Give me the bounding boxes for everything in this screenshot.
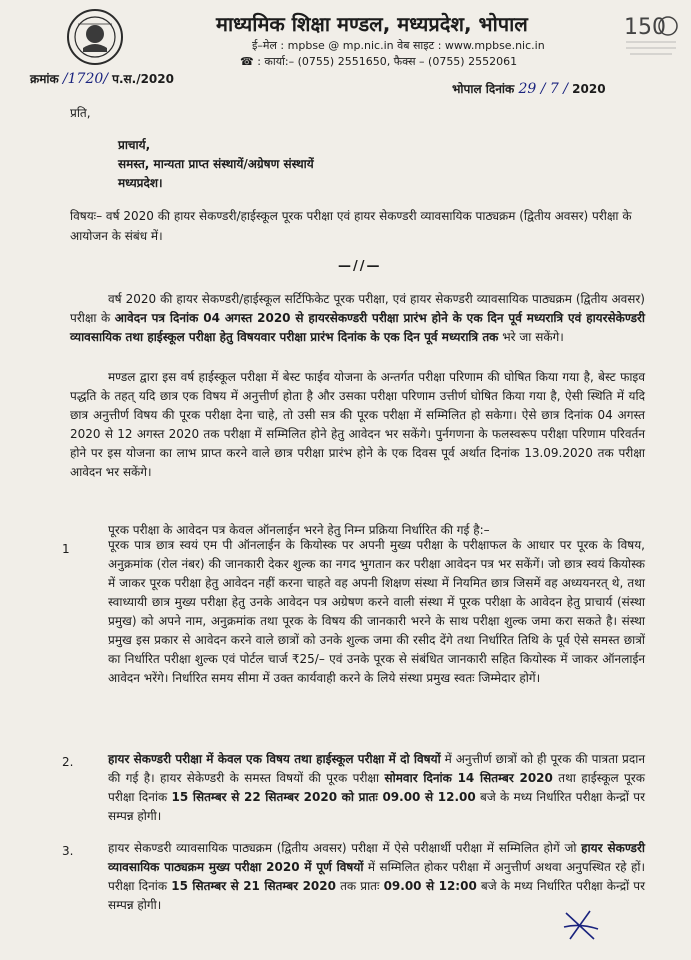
item2-text: तथा हाईस्कूल पूरक परीक्षा दिनांक xyxy=(108,771,645,804)
subject-line: विषयः– वर्ष 2020 की हायर सेकण्डरी/हाईस्कूल पूरक परीक्षा एवं हायर सेकण्डरी व्यावसायिक पाठ्यक्रम (द्वितीय अवसर) परीक्षा के आयोजन के संबंध में। xyxy=(70,209,632,243)
item3-text: में सम्मिलित होकर परीक्षा में अनुत्तीर्ण अथवा अनुपस्थित रहे हों। परीक्षा दिनांक xyxy=(108,860,645,893)
item3-bold: हायर सेकण्डरी व्यावसायिक पाठ्यक्रम मुख्य परीक्षा 2020 में पूर्ण विषयों xyxy=(108,841,645,874)
board-seal-logo xyxy=(66,8,124,66)
date-year: 2020 xyxy=(572,82,606,96)
salutation: प्रति, xyxy=(70,106,91,120)
anniversary-number: 150 xyxy=(624,15,666,40)
contact-phone-fax: ☎ : कार्या:– (0755) 2551650, फैक्स – (0755) 2552061 xyxy=(240,55,518,68)
board-title: माध्यमिक शिक्षा मण्डल, मध्यप्रदेश, भोपाल xyxy=(216,12,528,36)
addressee-line: मध्यप्रदेश। xyxy=(118,176,163,190)
ref-prefix: क्रमांक xyxy=(30,72,59,86)
addressee-line: समस्त, मान्यता प्राप्त संस्थायें/अग्रेषण संस्थायें xyxy=(118,157,314,171)
item2-bold: सोमवार दिनांक 14 सितम्बर 2020 xyxy=(384,771,553,785)
item-number: 1 xyxy=(62,542,70,556)
item3-text: बजे के मध्य निर्धारित परीक्षा केन्द्रों पर सम्पन्न होगी। xyxy=(108,879,646,912)
paragraph-3: पूरक परीक्षा के आवेदन पत्र केवल ऑनलाईन भरने हेतु निम्न प्रक्रिया निर्धारित की गई है:– xyxy=(108,523,490,537)
reference-number xyxy=(30,70,174,87)
list-item-1: पूरक पात्र छात्र स्वयं एम पी ऑनलाईन के कियोस्क पर अपनी मुख्य परीक्षा के परीक्षाफल के आधार पर पूरक के विषय, अनुक्रमांक (रोल नंबर) की जानकारी देकर शुल्क का नगद भुगतान कर परीक्षा आवेदन पत्र भर सकेंगें। जो छात्र स्वयं कियोस्क में जाकर पूरक परीक्षा हेतु आवेदन नहीं करना चाहते वह अपनी शिक्षण संस्था में नियमित छात्र जिसमें वह अध्ययनरत् थे, तथा स्वाध्यायी छात्र मुख्य परीक्षा हेतु उनके आवेदन पत्र अग्रेषण करने वाली संस्था में पूरक परीक्षा के आवेदन हेतु प्राचार्य (संस्था प्रमुख) को अपने नाम, अनुक्रमांक तथा पूरक के विषय की जानकारी भरने के साथ परीक्षा शुल्क जमा करा सकते है। संस्था प्रमुख इस प्रकार से आवेदन करने वाले छात्रों को उनके शुल्क जमा की रसीद देंगे तथा निर्धारित तिथि के पूर्व ऐसे समस्त छात्रों का निर्धारित परीक्षा शुल्क एवं पोर्टल चार्ज ₹25/– एवं उनके पूरक से संबंधित जानकारी सहित कियोस्क में जाकर ऑनलाईन आवेदन भरेंगे। निर्धारित समय सीमा में उक्त कार्यवाही करने के लिये संस्था प्रमुख स्वतः जिम्मेदार होगें। xyxy=(108,538,645,685)
item2-bold: हायर सेकण्डरी परीक्षा में केवल एक विषय तथा हाईस्कूल परीक्षा में दो विषयों xyxy=(108,752,441,766)
paragraph-1 xyxy=(70,290,645,347)
item3-bold: 09.00 से 12:00 xyxy=(383,879,477,893)
item3-bold: 15 सितम्बर से 21 सितम्बर 2020 xyxy=(171,879,336,893)
para1-end: भरे जा सकेंगे। xyxy=(498,330,564,344)
paragraph-2: मण्डल द्वारा इस वर्ष हाईस्कूल परीक्षा में बेस्ट फाईव योजना के अन्तर्गत परीक्षा परिणाम की घोषित किया गया है, बेस्ट फाइव पद्धति के तहत् यदि छात्र एक विषय में अनुत्तीर्ण होता है और उसका परीक्षा परिणाम उत्तीर्ण घोषित किया गया है, ऐसी स्थिति में यदि छात्र अनुत्तीर्ण विषय की पूरक परीक्षा देना चाहे, तो उसी सत्र की पूरक परीक्षा में सम्मिलित हो सकेगा। ऐसे छात्र दिनांक 04 अगस्त 2020 से 12 अगस्त 2020 तक परीक्षा में सम्मिलित होने हेतु आवेदन भर सकेंगे। पुर्नगणना के फलस्वरूप परीक्षा परिणाम परिवर्तन होने पर इस योजना का लाभ प्राप्त करने वाले छात्र परीक्षा प्रारंभ होने के एक दिवस पूर्व अर्थात दिनांक 13.09.2020 तक परीक्षा आवेदन भर सकेंगे। xyxy=(70,370,645,479)
list-item-2 xyxy=(108,750,645,826)
addressee-block xyxy=(118,136,314,193)
contact-email-web: ई–मेल : mpbse @ mp.nic.in वेब साइट : www.mpbse.nic.in xyxy=(252,39,545,52)
item2-text: बजे के मध्य निर्धारित परीक्षा केन्द्रों पर सम्पन्न होगी। xyxy=(108,790,645,823)
item3-text: हायर सेकण्डरी व्यावसायिक पाठ्यक्रम (द्वितीय अवसर) परीक्षा में ऐसे परीक्षार्थी परीक्षा में सम्मिलित होगें जो xyxy=(108,841,582,855)
ref-suffix: प.स./2020 xyxy=(112,72,174,86)
addressee-line: प्राचार्य, xyxy=(118,138,151,152)
signature-mark xyxy=(560,905,600,945)
para1-text: वर्ष 2020 की हायर सेकण्डरी/हाईस्कूल सर्टिफिकेट पूरक परीक्षा, एवं हायर सेकण्डरी व्यावसायिक पाठ्यक्रम (द्वितीय अवसर) परीक्षा के xyxy=(70,292,645,325)
item-number: 2. xyxy=(62,755,74,769)
date-prefix: भोपाल दिनांक xyxy=(452,82,515,96)
item2-text: में अनुत्तीर्ण छात्रों को ही पूरक की पात्रता प्रदान की गई है। हायर सेकेण्डरी के समस्त विषयों की पूरक परीक्षा xyxy=(108,752,645,785)
separator: —//— xyxy=(338,259,382,274)
item3-text: तक प्रातः xyxy=(335,879,384,893)
ref-number-handwritten: /1720/ xyxy=(62,71,108,87)
para1-bold: आवेदन पत्र दिनांक 04 अगस्त 2020 से हायरसेकण्डरी परीक्षा प्रारंभ होने के एक दिन पूर्व मध्यरात्रि एवं हायरसेकेण्डरी व्यावसायिक तथा हाईस्कूल परीक्षा हेतु विषयवार परीक्षा प्रारंभ दिनांक के एक दिन पूर्व मध्यरात्रि तक xyxy=(70,311,646,344)
item-number: 3. xyxy=(62,844,74,858)
date-handwritten: 29 / 7 / xyxy=(518,81,568,97)
letter-date xyxy=(452,80,606,97)
list-item-3 xyxy=(108,839,645,915)
150-years-logo xyxy=(622,8,680,68)
item2-bold: 15 सितम्बर से 22 सितम्बर 2020 को प्रातः 09.00 से 12.00 xyxy=(171,790,476,804)
